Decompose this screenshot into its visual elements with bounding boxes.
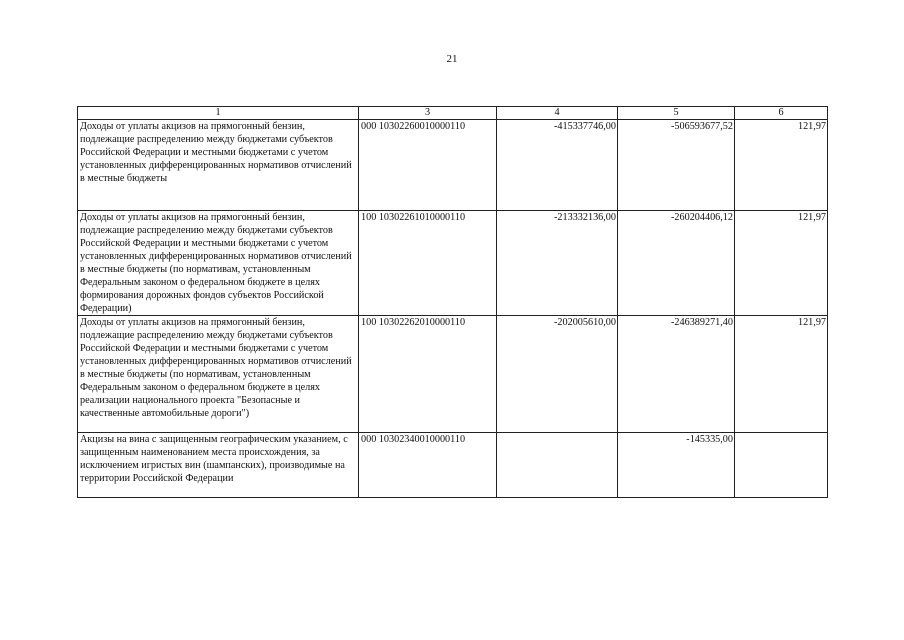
row-value-col4 [497,433,618,498]
row-code: 000 10302260010000110 [359,120,497,211]
table-header-row [78,107,828,120]
row-value-col5: -145335,00 [618,433,735,498]
row-code: 100 10302261010000110 [359,211,497,316]
table-row [78,433,828,498]
row-value-col4: -415337746,00 [497,120,618,211]
row-value-col4: -213332136,00 [497,211,618,316]
row-code: 100 10302262010000110 [359,316,497,433]
column-header: 6 [735,107,828,120]
row-description: Акцизы на вина с защищенным географическим указанием, с защищенным наименованием места происхождения, за исключением игристых вин (шампанских), производимые на территории Российской Федерации [78,433,359,498]
row-value-col4: -202005610,00 [497,316,618,433]
row-description: Доходы от уплаты акцизов на прямогонный бензин, подлежащие распределению между бюджетами субъектов Российской Федерации и местными бюджетами с учетом установленных дифференцированных нормативов отчислений в местные бюджеты [78,120,359,211]
column-header: 5 [618,107,735,120]
table-row [78,211,828,316]
row-value-col6: 121,97 [735,120,828,211]
row-value-col6: 121,97 [735,316,828,433]
budget-revenue-table [77,106,828,498]
row-value-col5: -246389271,40 [618,316,735,433]
row-value-col6: 121,97 [735,211,828,316]
row-value-col5: -260204406,12 [618,211,735,316]
column-header: 3 [359,107,497,120]
column-header: 1 [78,107,359,120]
page-number: 21 [446,53,458,65]
row-value-col5: -506593677,52 [618,120,735,211]
row-description: Доходы от уплаты акцизов на прямогонный бензин, подлежащие распределению между бюджетами субъектов Российской Федерации и местными бюджетами с учетом установленных дифференцированных нормативов отчислений в местные бюджеты (по нормативам, установленным Федеральным законом о федеральном бюджете в целях формирования дорожных фондов субъектов Российской Федерации) [78,211,359,316]
table-row [78,316,828,433]
row-value-col6 [735,433,828,498]
row-code: 000 10302340010000110 [359,433,497,498]
row-description: Доходы от уплаты акцизов на прямогонный бензин, подлежащие распределению между бюджетами субъектов Российской Федерации и местными бюджетами с учетом установленных дифференцированных нормативов отчислений в местные бюджеты (по нормативам, установленным Федеральным законом о федеральном бюджете в целях реализации национального проекта "Безопасные и качественные автомобильные дороги") [78,316,359,433]
table-row [78,120,828,211]
column-header: 4 [497,107,618,120]
